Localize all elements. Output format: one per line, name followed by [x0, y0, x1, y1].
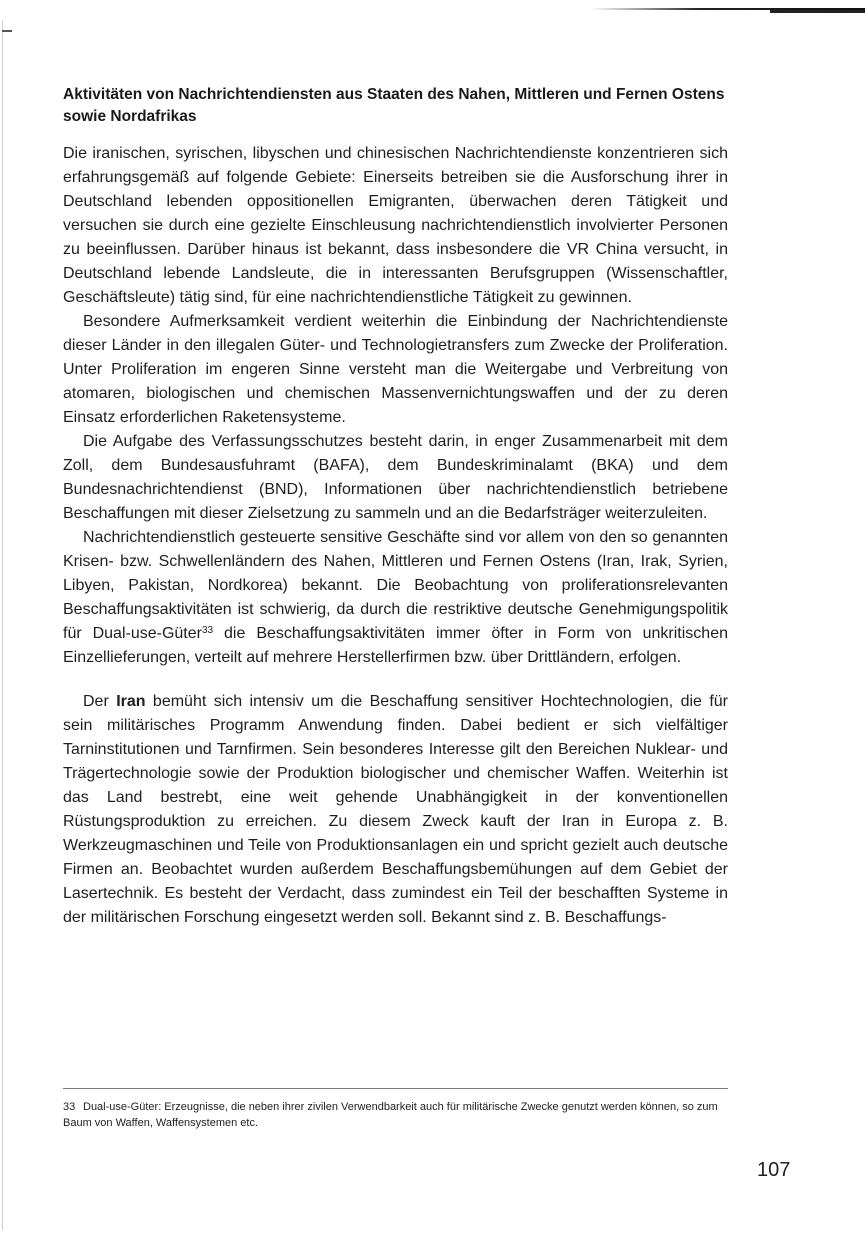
scan-edge-left	[2, 20, 3, 1230]
page-number: 107	[757, 1159, 791, 1181]
footnote-number: 33	[63, 1101, 76, 1113]
paragraph-4	[63, 526, 728, 670]
paragraph-5-bold-term: Iran	[116, 693, 146, 710]
footnote-rule	[63, 1088, 728, 1089]
footnote-text: Dual-use-Güter: Erzeugnisse, die neben ihrer zivilen Verwendbarkeit auch für militärische Zwecke genutzt werden können, so zum Baum von Waffen, Waffensystemen etc.	[63, 1101, 718, 1129]
paragraph-5	[63, 690, 728, 930]
paragraph-3: Die Aufgabe des Verfassungsschutzes besteht darin, in enger Zusammenarbeit mit dem Zoll, dem Bundesausfuhramt (BAFA), dem Bundeskriminalamt (BKA) und dem Bundesnachrichtendienst (BND), Informationen über nachrichtendienstlich betriebene Beschaffungen mit dieser Zielsetzung zu sammeln und an die Bedarfsträger weiterzuleiten.	[63, 433, 728, 522]
section-heading: Aktivitäten von Nachrichtendiensten aus Staaten des Nahen, Mittleren und Fernen Ostens sowie Nordafrikas	[63, 86, 725, 125]
page-body	[63, 84, 728, 930]
scan-tick-mark	[2, 30, 12, 32]
paragraph-5-lead: Der	[83, 693, 117, 710]
paragraph-1: Die iranischen, syrischen, libyschen und chinesischen Nachrichtendienste konzentrieren sich erfahrungsgemäß auf folgende Gebiete: Einerseits betreiben sie die Ausforschung ihrer in Deutschland lebenden oppositionellen Emigranten, überwachen deren Tätigkeit und versuchen sie durch eine gezielte Einschleusung nachrichtendienstlich involvierter Personen zu beeinflussen. Darüber hinaus ist bekannt, dass insbesondere die VR China versucht, in Deutschland lebende Landsleute, die in interessanten Berufsgruppen (Wissenschaftler, Geschäftsleute) tätig sind, für eine nachrichtendienstliche Tätigkeit zu gewinnen.	[63, 145, 728, 306]
paragraph-4-text-b: die Beschaffungsaktivitäten immer öfter in Form von unkritischen Einzellieferungen, verteilt auf mehrere Herstellerfirmen bzw. über Drittländern, erfolgen.	[63, 625, 728, 666]
scan-edge-top-dark	[770, 10, 865, 13]
paragraph-2: Besondere Aufmerksamkeit verdient weiterhin die Einbindung der Nachrichtendienste dieser Länder in den illegalen Güter- und Technologietransfers zum Zwecke der Proliferation. Unter Proliferation im engeren Sinne versteht man die Weitergabe und Verbreitung von atomaren, biologischen und chemischen Massenvernichtungswaffen und der zu deren Einsatz erforderlichen Raketensysteme.	[63, 313, 728, 426]
paragraph-5-text: bemüht sich intensiv um die Beschaffung sensitiver Hochtechnologien, die für sein militärisches Programm Anwendung finden. Dabei bedient er sich vielfältiger Tarninstitutionen und Tarnfirmen. Sein besonderes Interesse gilt den Bereichen Nuklear- und Trägertechnologie sowie der Produktion biologischer und chemischer Waffen. Weiterhin ist das Land bestrebt, eine weit gehende Unabhängigkeit in der konventionellen Rüstungsproduktion zu erreichen. Zu diesem Zweck kauft der Iran in Europa z. B. Werkzeugmaschinen und Teile von Produktionsanlagen ein und spricht gezielt auch deutsche Firmen an. Beobachtet wurden außerdem Beschaffungsbemühungen auf dem Gebiet der Lasertechnik. Es besteht der Verdacht, dass zumindest ein Teil der beschafften Systeme in der militärischen Forschung eingesetzt werden soll. Bekannt sind z. B. Beschaffungs-	[63, 693, 728, 926]
paragraph-4-text-a: Nachrichtendienstlich gesteuerte sensitive Geschäfte sind vor allem von den so genannten Krisen- bzw. Schwellenländern des Nahen, Mittleren und Fernen Ostens (Iran, Irak, Syrien, Libyen, Pakistan, Nordkorea) bekannt. Die Beobachtung von proliferationsrelevanten Beschaffungsaktivitäten ist schwierig, da durch die restriktive deutsche Genehmigungspolitik für Dual-use-Güter	[63, 529, 728, 642]
footnote	[63, 1099, 728, 1131]
footnote-reference: 33	[201, 625, 214, 636]
